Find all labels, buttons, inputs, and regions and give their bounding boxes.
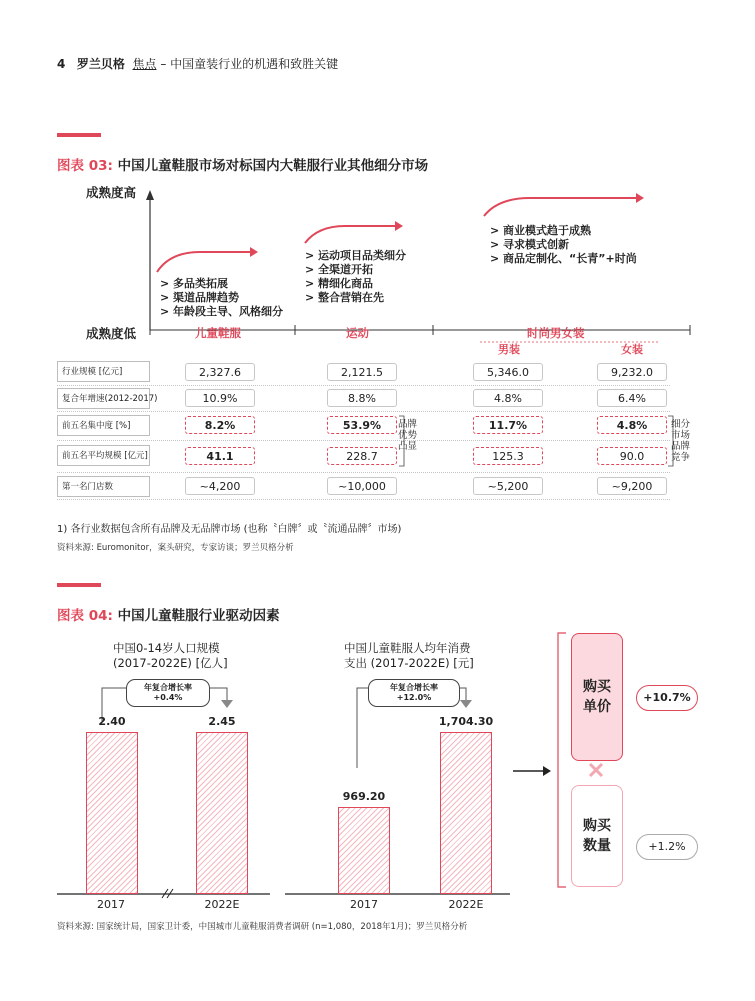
y-axis-high-label: 成熟度高 — [86, 185, 137, 200]
bar-spending-2017 — [338, 807, 390, 894]
category-kids-label: 儿童鞋服 — [195, 326, 241, 340]
note-line: 品牌 — [671, 441, 691, 452]
subcategory-women-label: 女装 — [621, 343, 643, 356]
table-cell: 10.9% — [185, 389, 255, 407]
figure-03-text: 中国儿童鞋服市场对标国内大鞋服行业其他细分市场 — [117, 158, 429, 174]
growth-pill-unit-price: +10.7% — [636, 685, 698, 711]
note-line: 市场 — [671, 430, 691, 441]
table-cell: 9,232.0 — [597, 363, 667, 381]
table-row-label: 复合年增速(2012-2017) — [57, 388, 150, 409]
table-cell-highlight: 228.7 — [327, 447, 397, 465]
table-cell-highlight: 41.1 — [185, 447, 255, 465]
figure-04-source: 资料来源: 国家统计局，国家卫计委，中国城市儿童鞋服消费者调研 (n=1,080，2018年1月)；罗兰贝格分析 — [57, 922, 468, 932]
cagr-value: +0.4% — [153, 693, 183, 702]
x-tick-label: 2022E — [448, 898, 484, 911]
chart-title-line: 中国0-14岁人口规模 — [113, 641, 220, 655]
figure-04-number: 图表 04: — [57, 608, 113, 624]
sports-bullet: > 精细化商品 — [305, 277, 374, 290]
table-cell-highlight: 8.2% — [185, 416, 255, 434]
table-cell: 2,327.6 — [185, 363, 255, 381]
note-line: 细分 — [671, 419, 691, 430]
cagr-badge-spending — [368, 679, 460, 707]
x-tick-label: 2022E — [204, 898, 240, 911]
note-line: 品牌 — [398, 419, 418, 430]
table-cell-highlight: 125.3 — [473, 447, 543, 465]
table-cell: ~5,200 — [473, 477, 543, 495]
driver-unit-price: 购买 单价 — [571, 633, 623, 761]
sports-bullet: > 运动项目品类细分 — [305, 249, 407, 262]
y-axis-low-label: 成熟度低 — [86, 326, 137, 341]
section-name: 焦点 — [132, 57, 157, 71]
table-cell: 4.8% — [473, 389, 543, 407]
bar-value-label: 969.20 — [342, 790, 386, 803]
chart-title-line: 中国儿童鞋服人均年消费 — [344, 641, 471, 655]
chart-title-line: (2017-2022E) [亿人] — [113, 656, 228, 670]
bar-value-label: 1,704.30 — [438, 715, 494, 728]
subcategory-men-label: 男装 — [498, 343, 520, 356]
table-row-label: 第一名门店数 — [57, 476, 150, 497]
header-subtitle: – 中国童装行业的机遇和致胜关键 — [160, 57, 339, 71]
figure-03-number: 图表 03: — [57, 158, 113, 174]
bar-spending-2022E — [440, 732, 492, 894]
figure-03-footnote: 1) 各行业数据包含所有品牌及无品牌市场 (也称〝白牌〞或〝流通品牌〞市场) — [57, 524, 402, 535]
table-cell-highlight: 90.0 — [597, 447, 667, 465]
bar-value-label: 2.45 — [208, 715, 236, 728]
kids-bullet: > 渠道品牌趋势 — [160, 291, 240, 304]
brand-name: 罗兰贝格 — [76, 57, 125, 71]
kids-bullet: > 多品类拓展 — [160, 277, 229, 290]
driver-quantity: 购买 数量 — [571, 785, 623, 887]
cagr-badge-population — [126, 679, 210, 707]
fashion-bullet: > 商品定制化、“长青”+时尚 — [490, 252, 637, 265]
x-tick-label: 2017 — [350, 898, 378, 911]
figure-03-source: 资料来源: Euromonitor，案头研究，专家访谈；罗兰贝格分析 — [57, 543, 294, 553]
table-cell: 6.4% — [597, 389, 667, 407]
cagr-value: +12.0% — [396, 693, 432, 702]
table-cell: 8.8% — [327, 389, 397, 407]
table-row-label: 前五名集中度 [%] — [57, 415, 150, 436]
table-cell-highlight: 4.8% — [597, 416, 667, 434]
table-cell: ~4,200 — [185, 477, 255, 495]
page-number: 4 — [57, 57, 66, 71]
note-line: 竞争 — [671, 452, 691, 463]
sports-bullet: > 整合营销在先 — [305, 291, 385, 304]
table-cell: 5,346.0 — [473, 363, 543, 381]
cagr-label: 年复合增长率 — [390, 683, 438, 692]
category-fashion-label: 时尚男女装 — [527, 326, 585, 340]
table-cell-highlight: 53.9% — [327, 416, 397, 434]
cagr-label: 年复合增长率 — [144, 683, 192, 692]
table-cell: ~9,200 — [597, 477, 667, 495]
table-row-label: 行业规模 [亿元] — [57, 361, 150, 382]
bar-population-2017 — [86, 732, 138, 894]
bar-population-2022E — [196, 732, 248, 894]
category-sports-label: 运动 — [346, 326, 369, 340]
fashion-bullet: > 商业模式趋于成熟 — [490, 224, 592, 237]
x-tick-label: 2017 — [97, 898, 125, 911]
note-line: 优势 — [398, 430, 418, 441]
kids-bullet: > 年龄段主导、风格细分 — [160, 305, 284, 318]
chart-title-line: 支出 (2017-2022E) [元] — [344, 656, 474, 670]
growth-pill-quantity: +1.2% — [636, 834, 698, 860]
table-row-label: 前五名平均规模 [亿元] — [57, 445, 150, 466]
bar-value-label: 2.40 — [98, 715, 126, 728]
table-cell-highlight: 11.7% — [473, 416, 543, 434]
note-line: 凸显 — [398, 441, 418, 452]
fashion-bullet: > 寻求模式创新 — [490, 238, 570, 251]
sports-bullet: > 全渠道开拓 — [305, 263, 374, 276]
figure-04-text: 中国儿童鞋服行业驱动因素 — [117, 608, 280, 624]
table-cell: ~10,000 — [327, 477, 397, 495]
table-cell: 2,121.5 — [327, 363, 397, 381]
